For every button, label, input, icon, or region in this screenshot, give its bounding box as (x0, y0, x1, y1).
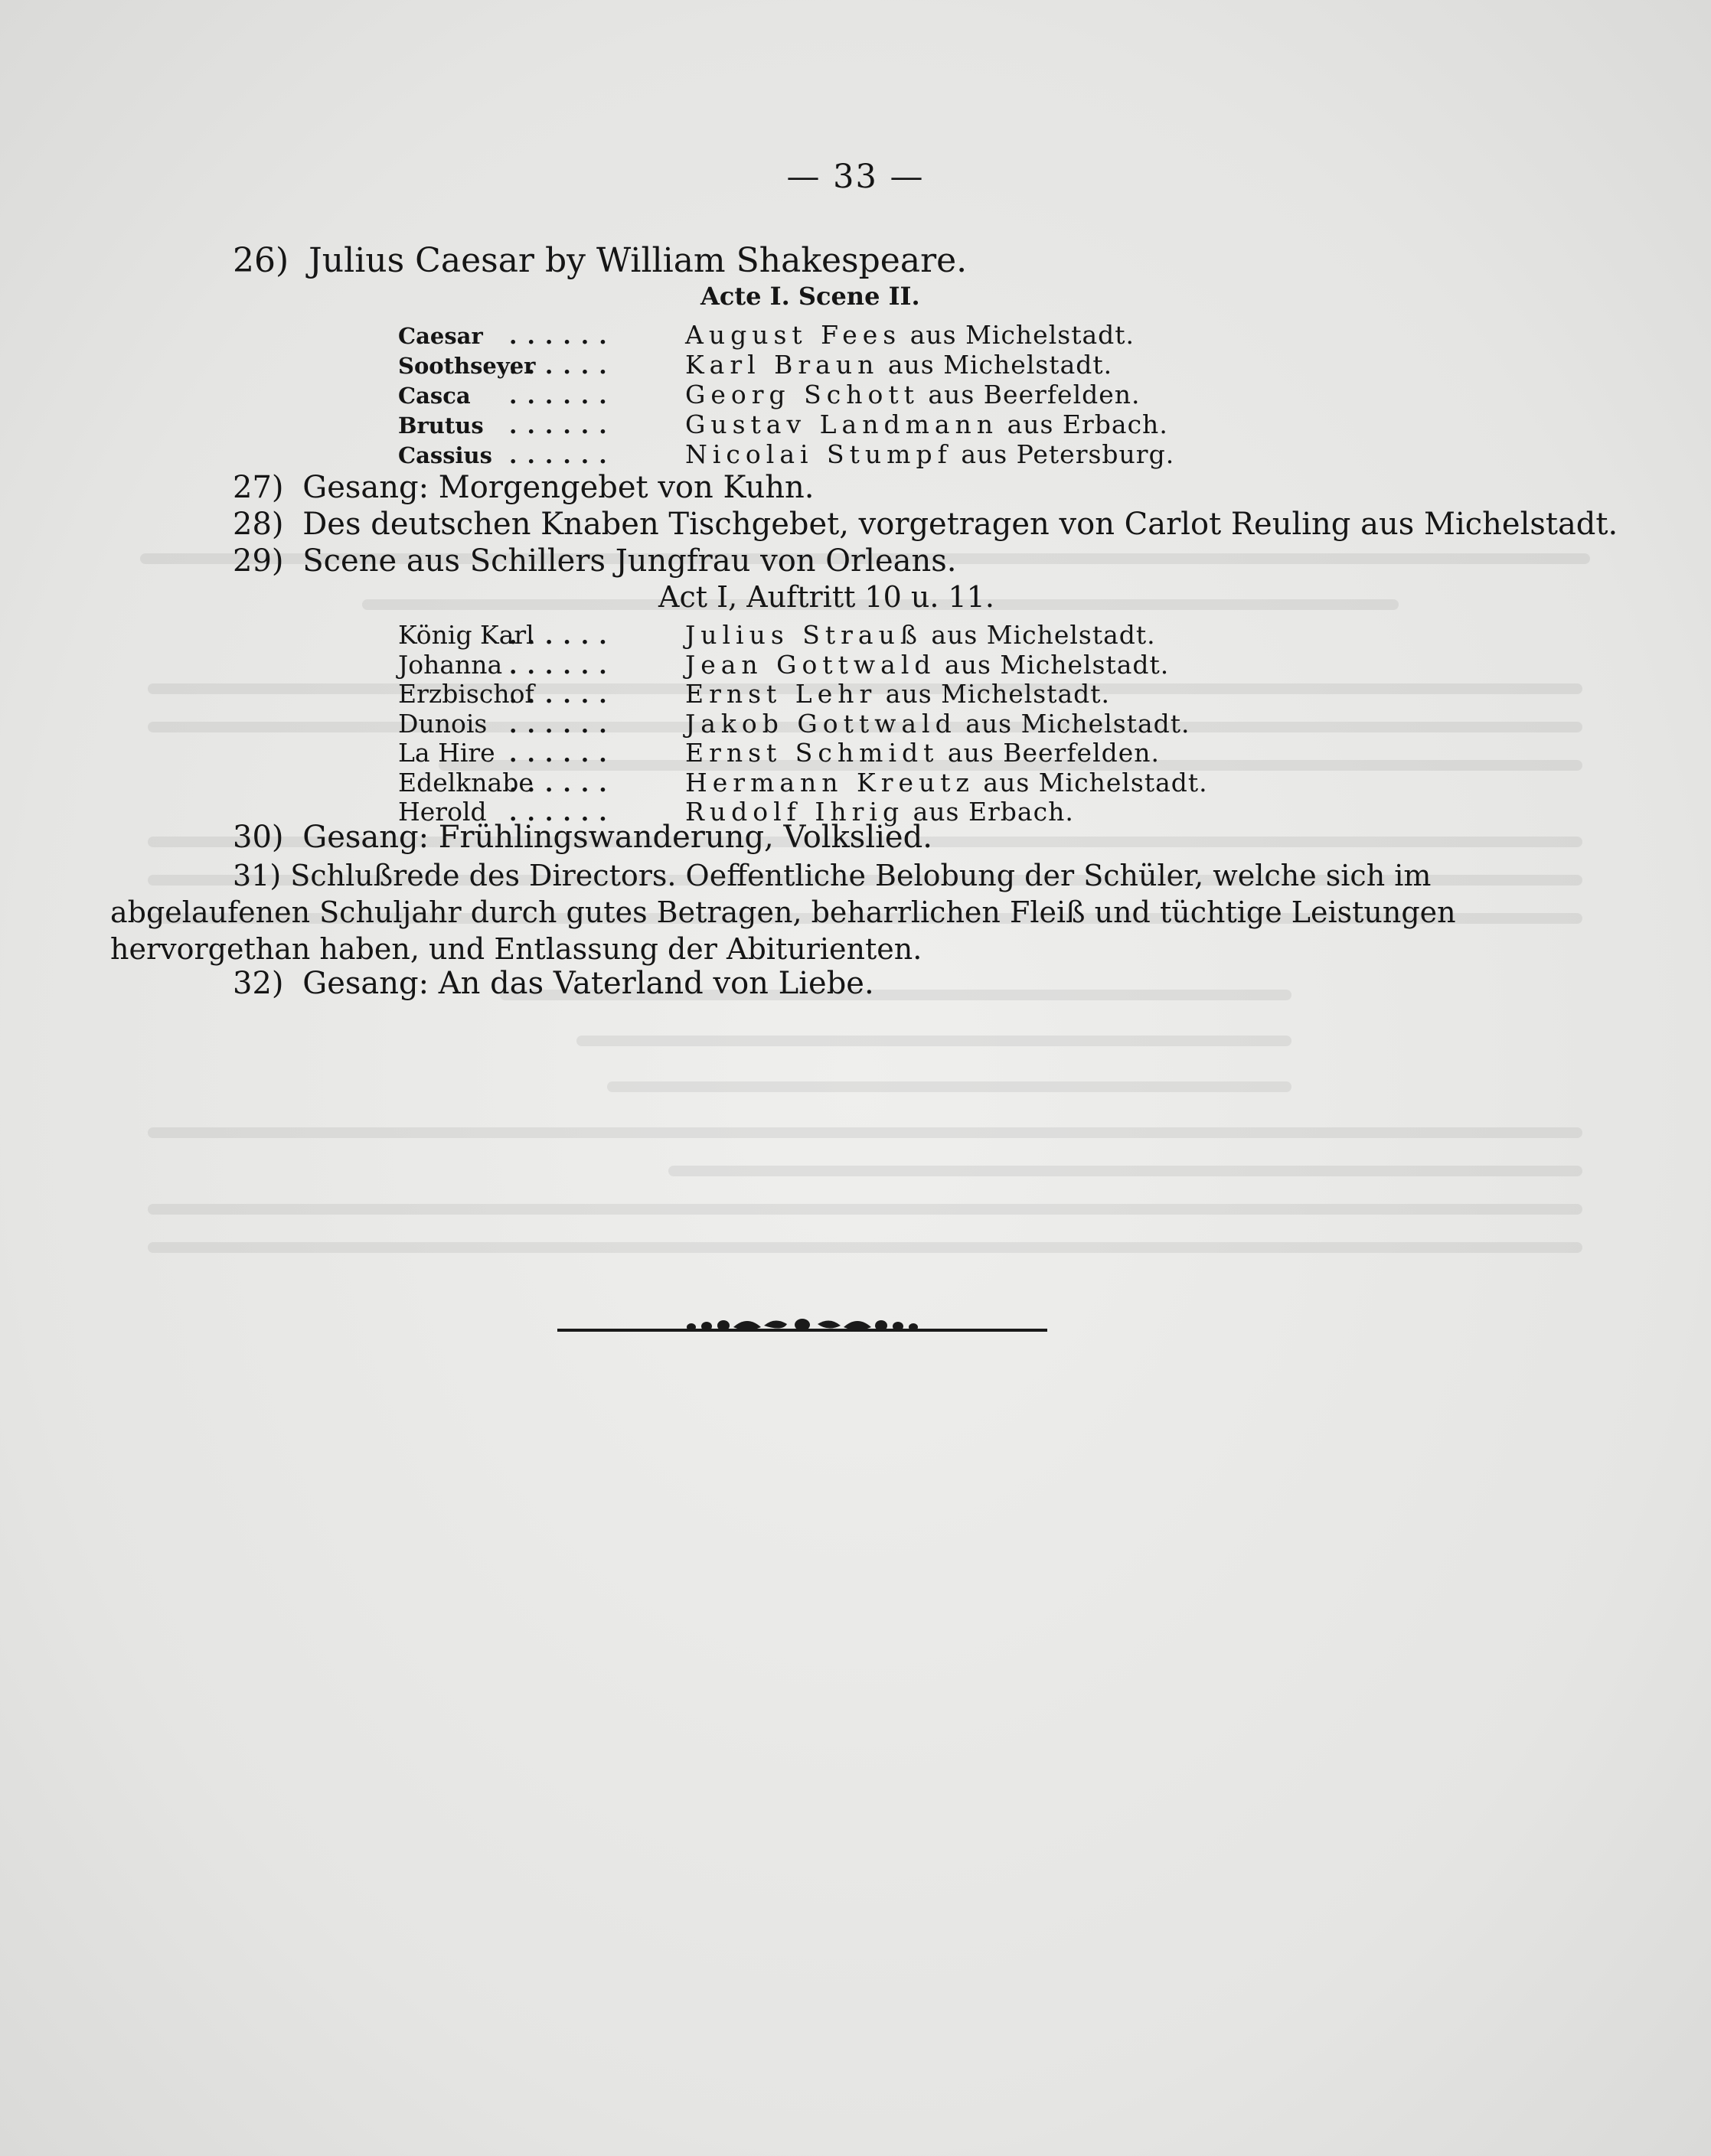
actor-name: Julius Strauß (685, 620, 922, 650)
leader-dots: ...... (509, 741, 617, 768)
ornamental-divider (557, 1316, 1047, 1339)
leader-dots: ...... (509, 623, 617, 650)
scene-heading: Act I, Auftritt 10 u. 11. (658, 580, 994, 614)
divider-ornament (687, 1319, 918, 1331)
actor-name: Jean Gottwald (685, 649, 936, 680)
leader-dots: ...... (509, 323, 617, 350)
actor-origin: aus Michelstadt. (885, 679, 1111, 709)
item-text: Gesang: Frühlingswanderung, Volkslied. (302, 820, 932, 855)
role-name: Brutus (398, 413, 484, 439)
actor-credit (685, 620, 1156, 650)
actor-name: Gustav Landmann (685, 409, 999, 439)
actor-name: Rudolf Ihrig (685, 797, 905, 827)
program-item-26 (233, 241, 968, 280)
leader-dots: ...... (509, 652, 617, 680)
actor-name: Ernst Lehr (685, 679, 877, 709)
cast-row (398, 380, 1174, 409)
program-item-31 (110, 857, 1458, 967)
actor-credit (685, 350, 1112, 380)
leader-dots: ...... (509, 711, 617, 739)
role-name: Edelknabe (398, 767, 534, 797)
leader-dots: ...... (509, 413, 617, 439)
cast-row (398, 768, 1208, 797)
actor-origin: aus Beerfelden. (947, 738, 1161, 768)
actor-name: Ernst Schmidt (685, 738, 939, 768)
item-number: 27) (233, 470, 284, 505)
item-number: 29) (233, 543, 284, 579)
role-name: Casca (398, 383, 471, 409)
actor-origin: aus Petersburg. (961, 439, 1175, 469)
item-number: 26) (233, 241, 289, 280)
program-item-28 (233, 507, 1618, 541)
cast-row (398, 679, 1208, 709)
cast-row (398, 439, 1174, 469)
item-text: Scene aus Schillers Jungfrau von Orleans. (302, 543, 957, 579)
cast-row (398, 738, 1208, 768)
actor-origin: aus Michelstadt. (945, 649, 1170, 680)
item-number: 30) (233, 820, 284, 855)
cast-row (398, 650, 1208, 680)
page-number: — 33 — (786, 158, 925, 196)
item-number: 28) (233, 507, 284, 542)
actor-origin: aus Michelstadt. (931, 620, 1156, 650)
leader-dots: ...... (509, 442, 617, 469)
leader-dots: ...... (509, 770, 617, 797)
role-name: Caesar (398, 323, 483, 349)
role-name: Herold (398, 797, 487, 827)
actor-origin: aus Michelstadt. (909, 320, 1135, 350)
item-text: Des deutschen Knaben Tischgebet, vorgetragen von Carlot Reuling aus Michelstadt. (302, 507, 1618, 542)
item-text: Gesang: Morgengebet von Kuhn. (302, 470, 815, 505)
program-item-27 (233, 471, 815, 504)
role-name: Dunois (398, 708, 488, 739)
item-number: 31) (233, 859, 282, 892)
cast-list-julius-caesar (398, 320, 1174, 469)
cast-row (398, 350, 1174, 380)
actor-credit (685, 679, 1110, 709)
role-name: La Hire (398, 738, 495, 768)
cast-row (398, 320, 1174, 350)
leader-dots: ...... (509, 682, 617, 709)
leader-dots: ...... (509, 353, 617, 380)
role-name: Erzbischof (398, 679, 534, 709)
leader-dots: ...... (509, 800, 617, 827)
program-item-29 (233, 544, 957, 578)
actor-name: Nicolai Stumpf (685, 439, 952, 469)
actor-name: August Fees (685, 320, 902, 350)
actor-credit (685, 320, 1135, 350)
program-item-30 (233, 820, 932, 854)
actor-credit (685, 709, 1190, 739)
cast-row (398, 620, 1208, 650)
program-item-32 (233, 967, 874, 1000)
item-text: Gesang: An das Vaterland von Liebe. (302, 966, 874, 1001)
cast-row (398, 409, 1174, 439)
actor-credit (685, 409, 1168, 439)
actor-name: Georg Schott (685, 380, 919, 409)
role-name: Johanna (398, 649, 503, 680)
actor-origin: aus Michelstadt. (983, 767, 1208, 797)
cast-row (398, 709, 1208, 739)
actor-origin: aus Michelstadt. (965, 708, 1190, 739)
actor-name: Karl Braun (685, 350, 880, 380)
scene-heading: Acte I. Scene II. (700, 282, 920, 311)
actor-credit (685, 768, 1208, 797)
role-name: König Karl (398, 620, 534, 650)
actor-credit (685, 738, 1160, 768)
actor-credit (685, 650, 1169, 680)
actor-credit (685, 380, 1141, 409)
actor-origin: aus Erbach. (1007, 409, 1168, 439)
role-name: Cassius (398, 442, 492, 468)
item-number: 32) (233, 966, 284, 1001)
actor-name: Jakob Gottwald (685, 708, 957, 739)
actor-origin: aus Erbach. (913, 797, 1074, 827)
role-name: Soothseyer (398, 353, 536, 379)
leader-dots: ...... (509, 383, 617, 409)
actor-name: Hermann Kreutz (685, 767, 975, 797)
item-title: Julius Caesar by William Shakespeare. (309, 241, 968, 280)
cast-list-jungfrau-von-orleans (398, 620, 1208, 827)
actor-origin: aus Michelstadt. (887, 350, 1113, 380)
actor-credit (685, 439, 1174, 469)
actor-origin: aus Beerfelden. (928, 380, 1141, 409)
item-text: Schlußrede des Directors. Oeffentliche Belobung der Schüler, welche sich im abgelaufenen Schuljahr durch gutes Betragen, beharrlichen Fleiß und tüchtige Leistungen hervorgethan haben, und Entlassung der Abiturienten. (110, 859, 1456, 966)
